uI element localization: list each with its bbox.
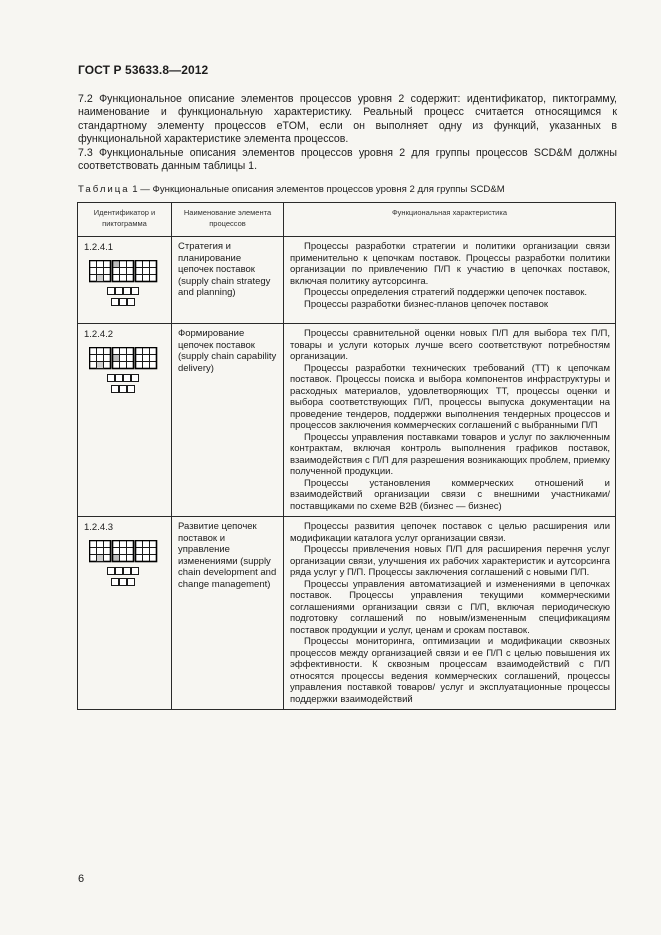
table-caption-word: Таблица (78, 184, 130, 195)
process-id: 1.2.4.3 (84, 522, 114, 533)
header-identifier: Идентификатор и пиктограмма (78, 203, 172, 237)
process-name: Формирование цепочек поставок (supply chain capability delivery) (172, 324, 284, 517)
table-caption (78, 184, 505, 195)
process-id: 1.2.4.2 (84, 329, 114, 340)
paragraph-7-2: 7.2 Функциональное описание элементов процессов уровня 2 содержит: идентификатор, пиктограмму, наименование и функциональную характеристику. Реальный процесс считается относящимся к стандартному элементу процессов eTOM, если он выполняет одну из функций, указанных в функциональной характеристике элемента процессов. (78, 93, 617, 146)
description-paragraph: Процессы управления поставками товаров и услуг по заключенным контрактам, включая контроль выполнения графиков поставок, взаимодействия с П/П для разрешения возникающих проблем, приемку полученной продукции. (290, 431, 610, 477)
description-paragraph: Процессы мониторинга, оптимизации и модификации сквозных процессов между организацией связи и ее П/П с целью повышения их эффективности. К сквозным процессам взаимодействий с П/П относятся процессы ведения коммерческих соглашений, процессы управления поставкой товаров/ услуг и эксплуатационные процессы поддержки взаимодействий (290, 636, 610, 705)
table-row (78, 517, 616, 710)
etom-grid-icon (89, 540, 166, 600)
description-paragraph: Процессы разработки бизнес-планов цепочек поставок (304, 298, 549, 310)
description-paragraph: Процессы установления коммерческих отношений и взаимодействий организации связи с внешними участниками/поставщиками по схеме B2B (бизнес — бизнес) (290, 477, 610, 512)
table-row (78, 324, 616, 517)
process-id: 1.2.4.1 (84, 242, 114, 253)
description-paragraph: Процессы сравнительной оценки новых П/П для выбора тех П/П, товары и услуги которых лучше всего соответствуют потребностям организации. (290, 328, 610, 362)
page-number: 6 (78, 873, 85, 885)
etom-grid-icon (89, 260, 166, 320)
process-name: Развитие цепочек поставок и управление изменениями (supply chain development and change management) (172, 517, 284, 710)
table-caption-text: 1 — Функциональные описания элементов процессов уровня 2 для группы SCD&M (132, 184, 505, 195)
etom-grid-icon (89, 347, 166, 407)
header-name: Наименование элемента процессов (172, 203, 284, 237)
table-row (78, 237, 616, 324)
table-header-row (78, 203, 616, 237)
identifier-cell (78, 324, 172, 517)
description-paragraph: Процессы разработки стратегии и политики организации связи применительно к цепочкам поставок. Процессы разработки политики организации по привлечению П/П к участию в цепочках поставок, включая политику аутсорсинга. (290, 241, 610, 287)
process-name: Стратегия и планирование цепочек поставок (supply chain strategy and planning) (172, 237, 284, 324)
process-description (284, 517, 616, 710)
document-header: ГОСТ Р 53633.8—2012 (78, 63, 209, 77)
identifier-cell (78, 517, 172, 710)
description-paragraph: Процессы развития цепочек поставок с целью расширения или модификации каталога услуг организации связи. (290, 521, 610, 544)
description-paragraph: Процессы определения стратегий поддержки цепочек поставок. (304, 287, 588, 298)
process-description (284, 237, 616, 324)
header-characteristic: Функциональная характеристика (284, 203, 616, 237)
description-paragraph: Процессы разработки технических требований (ТТ) к цепочкам поставок. Процессы поиска и выбора компонентов инфраструктуры и расходных материалов, удовлетворяющих ТТ, процессы оценки и выбора соответствующих П/П, процессы выпуска документации на проведение тендеров, поддержки выполнения тендерных процессов и процессов заключения коммерческих соглашений с выбранными П/П (290, 362, 610, 431)
description-paragraph: Процессы управления автоматизацией и изменениями в цепочках поставок. Процессы управления текущими коммерческими соглашениями организации связи с П/П, включая периодическую подготовку соглашений по новым/измененным спецификациям поставок продукции и услуг, ценам и срокам поставок. (290, 578, 610, 636)
identifier-cell (78, 237, 172, 324)
paragraph-7-3: 7.3 Функциональные описания элементов процессов уровня 2 для группы процессов SCD&M должны соответствовать данным таблицы 1. (78, 147, 617, 173)
description-paragraph: Процессы привлечения новых П/П для расширения перечня услуг организации связи, улучшения их рабочих характеристик и аутсорсинга ряда услуг у П/П. Процессы заключения соглашений с новыми П/П. (290, 544, 610, 578)
process-description (284, 324, 616, 517)
process-table (77, 202, 616, 710)
